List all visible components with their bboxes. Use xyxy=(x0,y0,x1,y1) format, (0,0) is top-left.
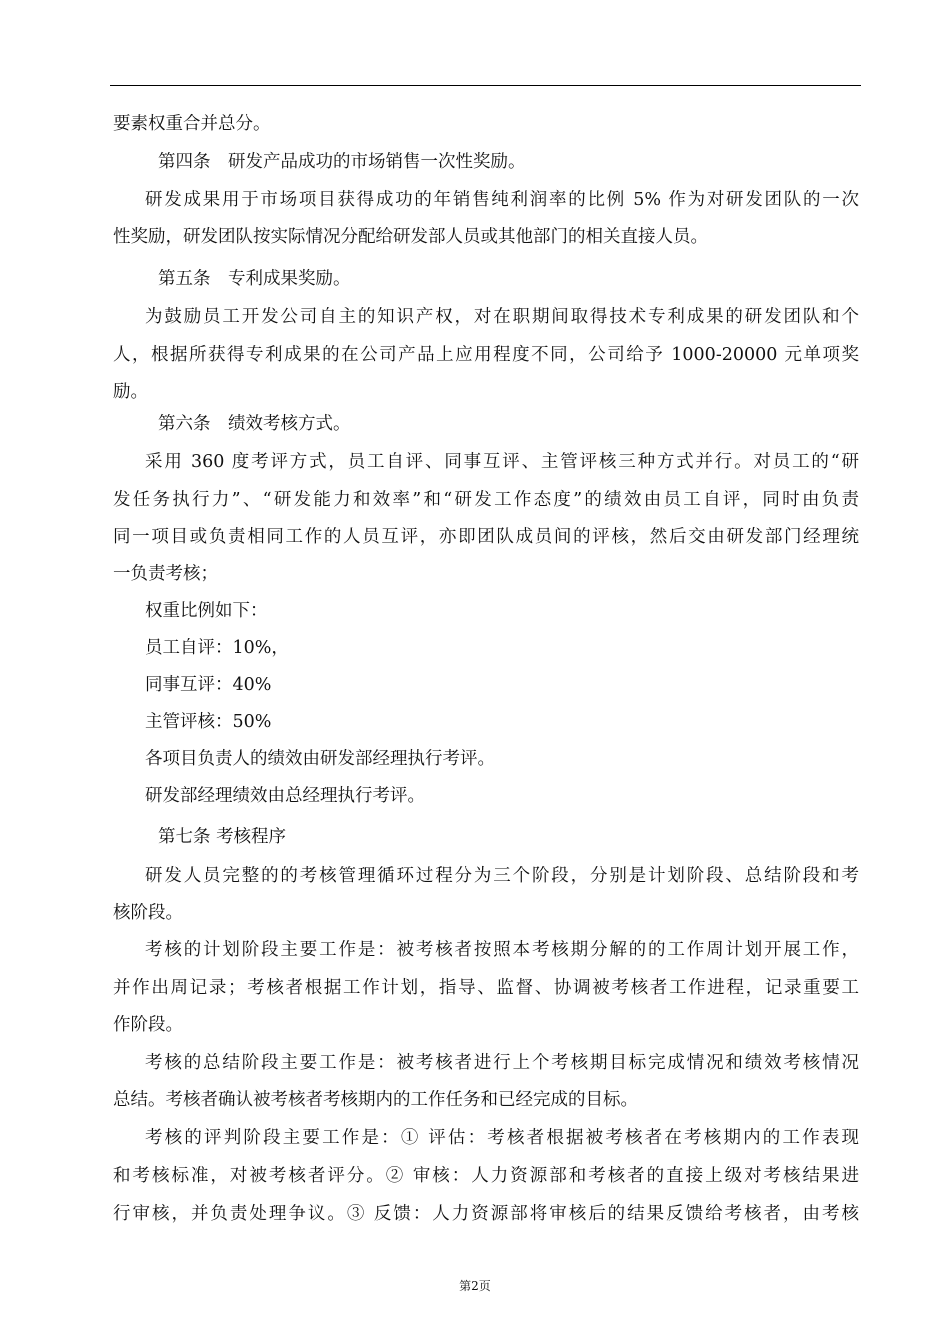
paragraph-line: 考核的总结阶段主要工作是：被考核者进行上个考核期目标完成情况和绩效考核情况 xyxy=(145,1053,859,1073)
paragraph-line: 总结。考核者确认被考核者考核期内的工作任务和已经完成的目标。 xyxy=(113,1090,638,1110)
paragraph-line: 研发成果用于市场项目获得成功的年销售纯利润率的比例 5% 作为对研发团队的一次 xyxy=(145,190,859,210)
paragraph-line: 和考核标准，对被考核者评分。② 审核：人力资源部和考核者的直接上级对考核结果进 xyxy=(113,1166,859,1186)
paragraph-line: 为鼓励员工开发公司自主的知识产权，对在职期间取得技术专利成果的研发团队和个 xyxy=(145,307,859,327)
article-heading: 第六条 绩效考核方式。 xyxy=(158,414,351,434)
page-number: 第2页 xyxy=(459,1279,491,1293)
paragraph-line: 作阶段。 xyxy=(113,1015,183,1035)
paragraph-line: 一负责考核； xyxy=(113,564,218,584)
weight-item: 员工自评：10%， xyxy=(145,638,289,658)
paragraph-line: 研发部经理绩效由总经理执行考评。 xyxy=(145,786,425,806)
paragraph-line: 要素权重合并总分。 xyxy=(113,114,271,134)
paragraph-line: 励。 xyxy=(113,382,148,402)
article-heading: 第四条 研发产品成功的市场销售一次性奖励。 xyxy=(158,152,526,172)
paragraph-line: 各项目负责人的绩效由研发部经理执行考评。 xyxy=(145,749,495,769)
header-rule xyxy=(110,85,861,86)
paragraph-line: 同一项目或负责相同工作的人员互评，亦即团队成员间的评核，然后交由研发部门经理统 xyxy=(113,527,859,547)
paragraph-line: 发任务执行力”、“研发能力和效率”和“研发工作态度”的绩效由员工自评，同时由负责 xyxy=(113,490,859,510)
paragraph-line: 考核的评判阶段主要工作是：① 评估：考核者根据被考核者在考核期内的工作表现 xyxy=(145,1128,859,1148)
paragraph-line: 行审核，并负责处理争议。③ 反馈：人力资源部将审核后的结果反馈给考核者，由考核 xyxy=(113,1204,859,1224)
paragraph-line: 权重比例如下： xyxy=(145,601,268,621)
weight-item: 同事互评：40% xyxy=(145,675,272,695)
paragraph-line: 人，根据所获得专利成果的在公司产品上应用程度不同，公司给予 1000-20000 元单项奖 xyxy=(113,345,859,365)
weight-item: 主管评核：50% xyxy=(145,712,272,732)
article-heading: 第七条 考核程序 xyxy=(158,827,287,847)
article-heading: 第五条 专利成果奖励。 xyxy=(158,269,351,289)
paragraph-line: 并作出周记录；考核者根据工作计划，指导、监督、协调被考核者工作进程，记录重要工 xyxy=(113,978,859,998)
paragraph-line: 考核的计划阶段主要工作是：被考核者按照本考核期分解的的工作周计划开展工作， xyxy=(145,940,859,960)
paragraph-line: 核阶段。 xyxy=(113,903,183,923)
paragraph-line: 采用 360 度考评方式，员工自评、同事互评、主管评核三种方式并行。对员工的“研 xyxy=(145,452,859,472)
paragraph-line: 性奖励，研发团队按实际情况分配给研发部人员或其他部门的相关直接人员。 xyxy=(113,227,708,247)
paragraph-line: 研发人员完整的的考核管理循环过程分为三个阶段，分别是计划阶段、总结阶段和考 xyxy=(145,866,859,886)
